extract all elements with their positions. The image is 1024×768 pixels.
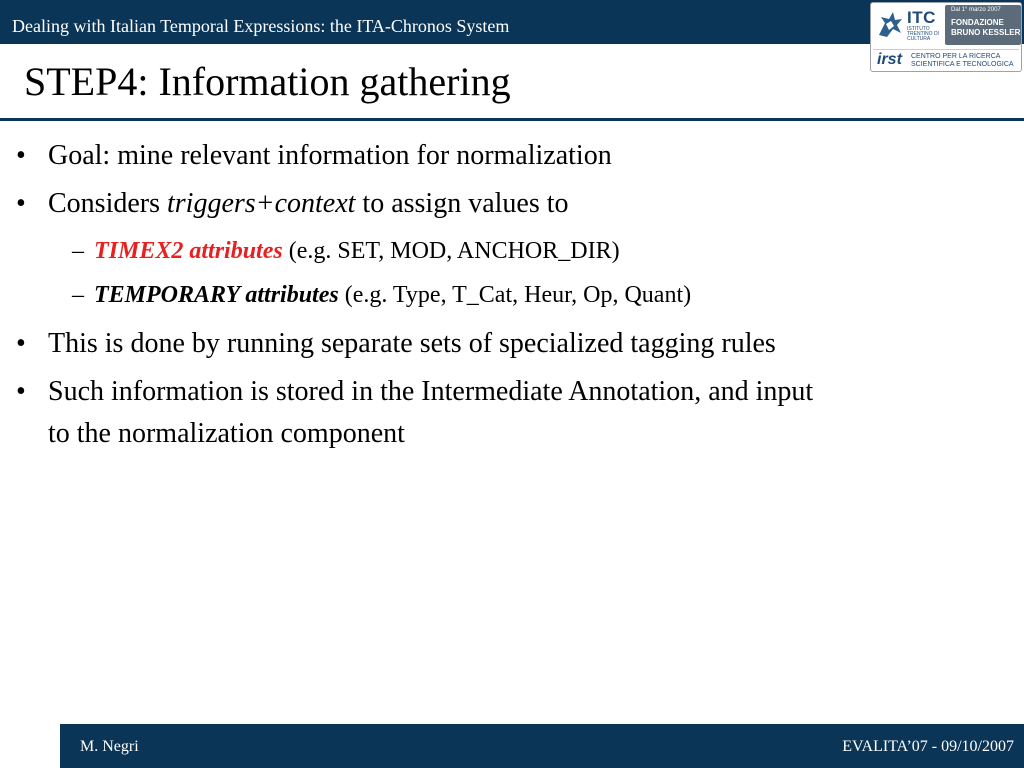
irst-subtitle: [911, 53, 1014, 69]
temporary-attributes-label: TEMPORARY attributes: [94, 282, 339, 308]
slide-title: STEP4: Information gathering: [24, 59, 511, 104]
title-divider: [0, 118, 1024, 121]
footer-bar: [60, 724, 1024, 768]
fbk-name-line1: FONDAZIONE: [951, 18, 1004, 27]
bullet-intermediate-line2: to the normalization component: [48, 418, 405, 449]
bullet-considers-suffix: to assign values to: [355, 188, 569, 219]
bullet-marker: •: [16, 376, 26, 407]
irst-wordmark: irst: [877, 51, 902, 68]
temporary-attributes-examples: (e.g. Type, T_Cat, Heur, Op, Quant): [338, 282, 692, 308]
sub-bullet-temporary: [94, 282, 691, 309]
sub-bullet-dash: –: [72, 282, 84, 308]
bullet-considers-prefix: Considers: [48, 188, 167, 219]
timex2-attributes-label: TIMEX2 attributes: [94, 238, 283, 264]
bullet-considers: [48, 188, 569, 220]
bullet-considers-emph: triggers+context: [167, 188, 356, 219]
fbk-logo: [870, 2, 1022, 72]
bullet-marker: •: [16, 328, 26, 359]
bullet-tagging-rules: This is done by running separate sets of specialized tagging rules: [48, 328, 776, 359]
irst-subtitle-line1: CENTRO PER LA RICERCA: [911, 53, 1001, 60]
sub-bullet-dash: –: [72, 238, 84, 264]
fbk-since: Dal 1° marzo 2007: [951, 7, 1001, 13]
footer-event: EVALITA’07 - 09/10/2007: [842, 738, 1014, 755]
fbk-name-line2: BRUNO KESSLER: [951, 28, 1021, 37]
timex2-attributes-examples: (e.g. SET, MOD, ANCHOR_DIR): [282, 238, 620, 264]
bullet-marker: •: [16, 188, 26, 219]
irst-logo-row: [873, 49, 1019, 70]
itc-wordmark: ITC: [907, 8, 936, 27]
bullet-intermediate-line1: Such information is stored in the Intermediate Annotation, and input: [48, 376, 814, 407]
footer-author: M. Negri: [80, 738, 139, 755]
sub-bullet-timex2: [94, 238, 620, 265]
itc-subtitle: ISTITUTO TRENTINO DI CULTURA: [907, 26, 939, 42]
bullet-goal: Goal: mine relevant information for normalization: [48, 140, 612, 171]
eagle-icon: [875, 9, 905, 41]
bullet-marker: •: [16, 140, 26, 171]
header-title: Dealing with Italian Temporal Expressions: the ITA-Chronos System: [12, 16, 510, 36]
itc-logo-row: [873, 5, 1019, 45]
fbk-badge: [945, 5, 1021, 45]
irst-subtitle-line2: SCIENTIFICA E TECNOLOGICA: [911, 61, 1014, 68]
fbk-name: [951, 18, 1020, 38]
